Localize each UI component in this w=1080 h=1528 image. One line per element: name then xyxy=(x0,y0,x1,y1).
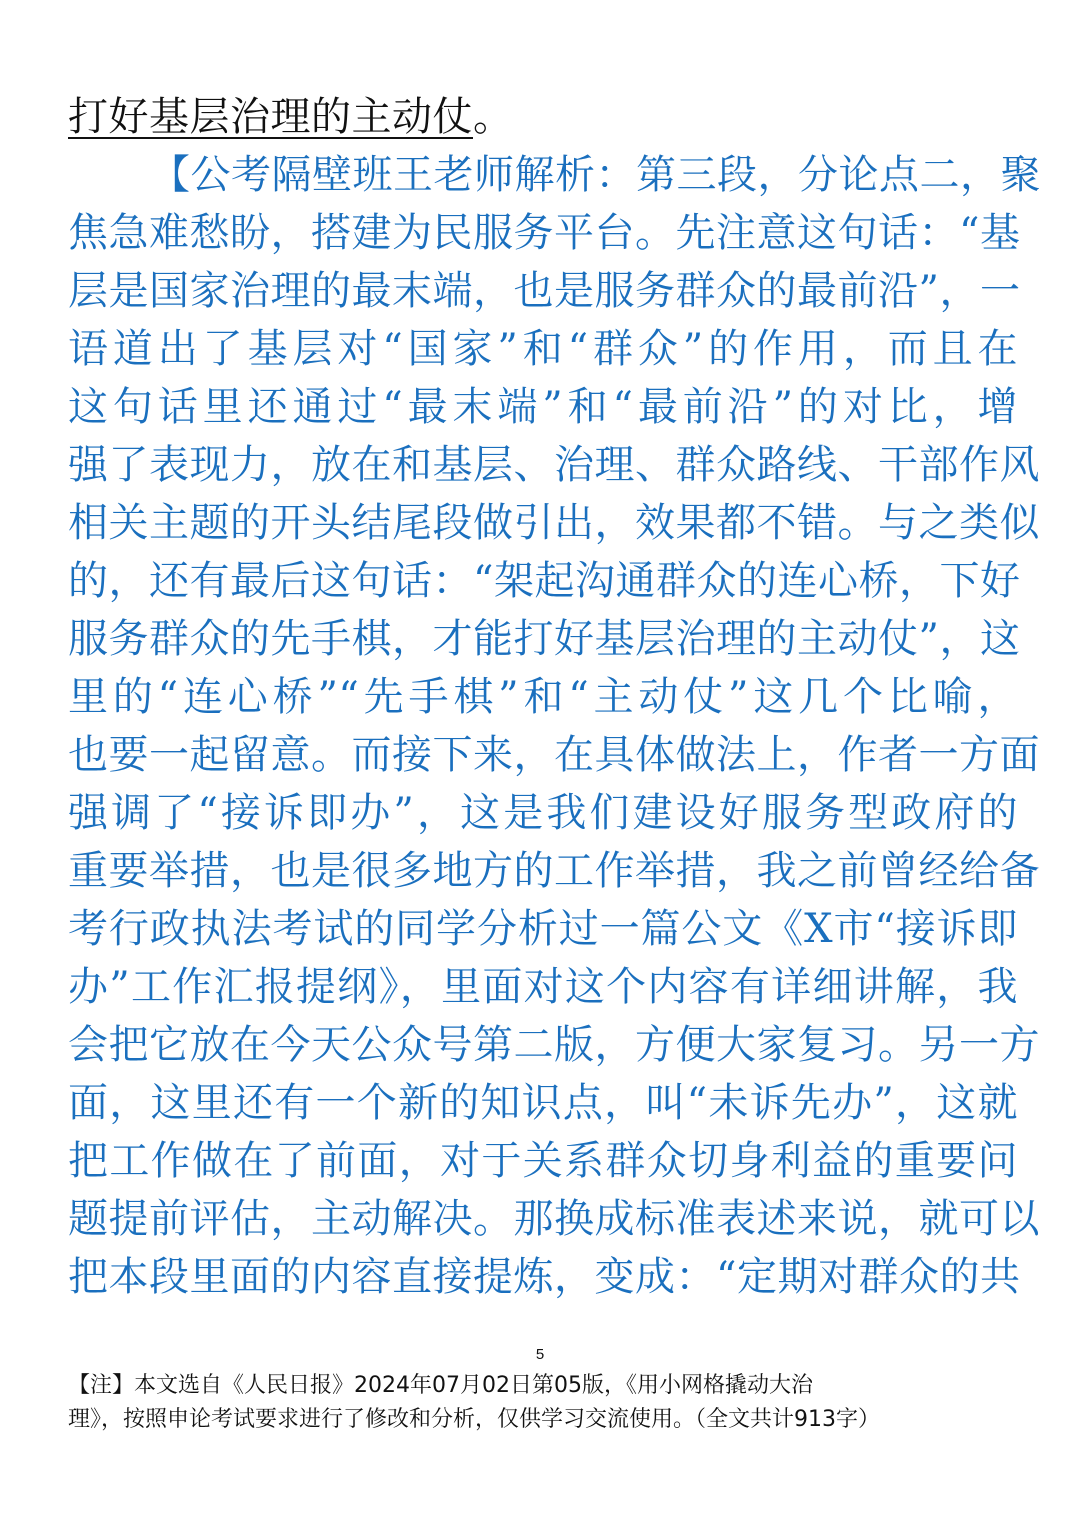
first-line xyxy=(68,88,1018,146)
analysis-line: 题提前评估，主动解决。那换成标准表述来说，就可以 xyxy=(68,1196,1040,1242)
analysis-line: 强了表现力，放在和基层、治理、群众路线、干部作风 xyxy=(68,442,1040,488)
analysis-line: 也要一起留意。而接下来，在具体做法上，作者一方面 xyxy=(68,732,1040,778)
underlined-phrase: 打好基层治理的主动仗 xyxy=(68,94,473,140)
analysis-line: 服务群众的先手棋，才能打好基层治理的主动仗”，这 xyxy=(68,616,1021,662)
analysis-line: 把工作做在了前面，对于关系群众切身利益的重要问 xyxy=(68,1138,1018,1184)
analysis-line: 语道出了基层对“国家”和“群众”的作用，而且在 xyxy=(68,326,1018,372)
analysis-line: 会把它放在今天公众号第二版，方便大家复习。另一方 xyxy=(68,1022,1040,1068)
analysis-line: 面，这里还有一个新的知识点，叫“未诉先办”，这就 xyxy=(68,1080,1018,1126)
analysis-line: 这句话里还通过“最末端”和“最前沿”的对比，增 xyxy=(68,384,1018,430)
analysis-line: 把本段里面的内容直接提炼，变成：“定期对群众的共 xyxy=(68,1254,1021,1300)
page-number: 5 xyxy=(535,1346,545,1363)
source-note-line-2: 理》，按照申论考试要求进行了修改和分析，仅供学习交流使用。（全文共计913字） xyxy=(68,1407,880,1432)
analysis-line: 的，还有最后这句话：“架起沟通群众的连心桥，下好 xyxy=(68,558,1021,604)
analysis-line: 重要举措，也是很多地方的工作举措，我之前曾经给备 xyxy=(68,848,1040,894)
analysis-line: 强调了“接诉即办”，这是我们建设好服务型政府的 xyxy=(68,790,1018,836)
analysis-line: 【公考隔壁班王老师解析：第三段，分论点二，聚 xyxy=(150,152,1041,198)
analysis-line: 办”工作汇报提纲》，里面对这个内容有详细讲解，我 xyxy=(68,964,1018,1010)
analysis-line: 里的“连心桥”“先手棋”和“主动仗”这几个比喻， xyxy=(68,674,1018,720)
analysis-line: 相关主题的开头结尾段做引出，效果都不错。与之类似 xyxy=(68,500,1040,546)
first-line-period: 。 xyxy=(473,94,514,140)
source-note-line-1: 【注】本文选自《人民日报》2024年07月02日第05版，《用小网格撬动大治 xyxy=(68,1373,813,1398)
analysis-line: 考行政执法考试的同学分析过一篇公文《X市“接诉即 xyxy=(68,906,1018,952)
analysis-line: 层是国家治理的最末端，也是服务群众的最前沿”，一 xyxy=(68,268,1021,314)
analysis-line: 焦急难愁盼，搭建为民服务平台。先注意这句话：“基 xyxy=(68,210,1021,256)
